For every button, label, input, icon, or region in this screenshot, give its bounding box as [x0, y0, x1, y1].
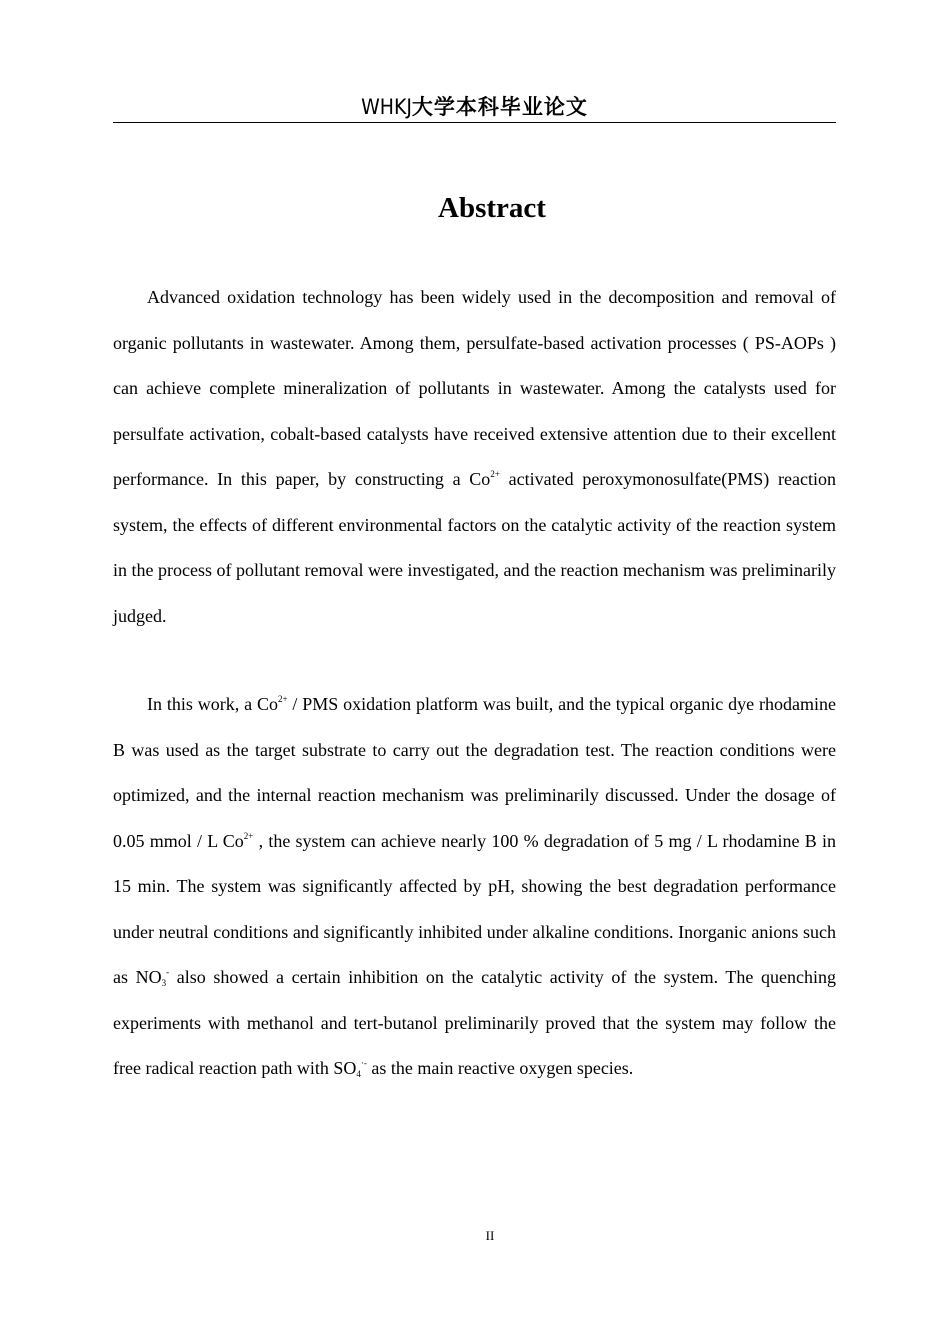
- paragraph2-superscript-1: 2+: [277, 694, 288, 704]
- paragraph2-superscript-3: -: [166, 967, 170, 977]
- page-header: [113, 92, 836, 123]
- abstract-paragraph-1: [113, 275, 836, 639]
- paragraph2-text-5: as the main reactive oxygen species.: [366, 1058, 634, 1078]
- page-title: Abstract: [438, 192, 546, 224]
- header-chinese: 大学本科毕业论文: [411, 95, 588, 119]
- paragraph2-subscript-1: 3: [161, 978, 167, 988]
- paragraph2-text-4: also showed a certain inhibition on the catalytic activity of the system. The quenching experiments with methanol and tert-butanol preliminarily proved that the system may follow the free radical reaction path with SO: [113, 967, 836, 1078]
- paragraph2-text-2: / PMS oxidation platform was built, and the typical organic dye rhodamine B was used as the target substrate to carry out the degradation test. The reaction conditions were optimized, and the internal reaction mechanism was preliminarily discussed. Under the dosage of 0.05 mmol / L Co: [113, 694, 836, 851]
- abstract-paragraph-2: [113, 682, 836, 1092]
- page-number: II: [485, 1228, 495, 1243]
- paragraph1-superscript-1: 2+: [490, 469, 500, 479]
- paragraph2-superscript-4: ·-: [360, 1058, 367, 1068]
- paragraph1-text-2: activated peroxymonosulfate(PMS) reaction system, the effects of different environmental factors on the catalytic activity of the reaction system in the process of pollutant removal were investigated, and the reaction mechanism was preliminarily judged.: [113, 469, 836, 626]
- paragraph2-superscript-2: 2+: [243, 830, 254, 841]
- paragraph1-text-1: Advanced oxidation technology has been widely used in the decomposition and removal of organic pollutants in wastewater. Among them, persulfate-based activation processes ( PS-AOPs ) can achieve complete mineralization of pollutants in wastewater. Among the catalysts used for persulfate activation, cobalt-based catalysts have received extensive attention due to their excellent performance. In this paper, by constructing a Co: [113, 287, 836, 489]
- paragraph2-text-1: In this work, a Co: [147, 694, 278, 714]
- paragraph2-subscript-2: 4: [356, 1069, 361, 1079]
- paragraph2-text-3: , the system can achieve nearly 100 % degradation of 5 mg / L rhodamine B in 15 min. The system was significantly affected by pH, showing the best degradation performance under neutral conditions and significantly inhibited under alkaline conditions. Inorganic anions such as NO: [113, 830, 836, 987]
- header-latin: WHKJ: [361, 95, 412, 119]
